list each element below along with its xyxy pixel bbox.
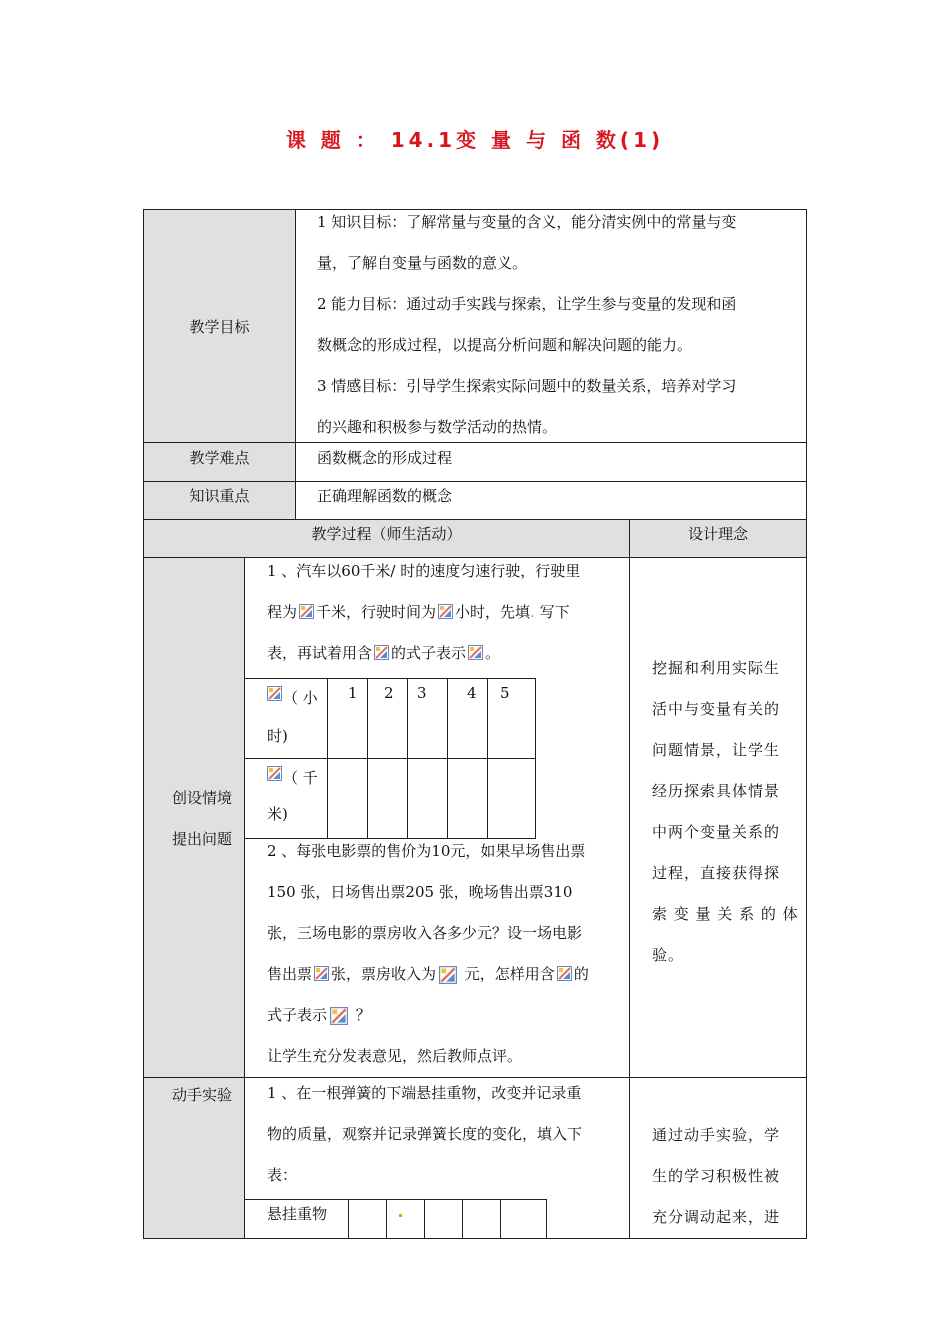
broken-image-icon	[299, 604, 314, 619]
table1-cell	[327, 678, 368, 759]
design-line: 活中与变量有关的	[652, 700, 781, 718]
table1-cell	[407, 758, 448, 839]
broken-image-icon	[438, 604, 453, 619]
difficulty-label: 教学难点	[189, 449, 250, 467]
goals-line: 1 知识目标：了解常量与变量的含义，能分清实例中的常量与变	[317, 213, 737, 231]
design-line: 过程，直接获得探	[652, 864, 781, 882]
goals-label: 教学目标	[189, 318, 250, 336]
table2-head	[244, 1199, 349, 1239]
problem2-line: 2 、每张电影票的售价为10元，如果早场售出票	[267, 842, 586, 860]
problem2-line: 150 张，日场售出票205 张，晚场售出票310	[267, 883, 573, 901]
section1-design	[652, 648, 804, 976]
problem2-text: 的	[573, 965, 589, 983]
section1-label-line: 创设情境	[171, 789, 232, 807]
broken-image-icon	[329, 1007, 349, 1022]
problem1-text: 程为	[267, 603, 298, 621]
goals-text	[317, 202, 802, 448]
table2-cell	[348, 1199, 387, 1239]
design-line: 经历探索具体情景	[652, 782, 781, 800]
problem1-text: 。	[485, 644, 501, 662]
section2-line: 物的质量，观察并记录弹簧长度的变化，填入下	[267, 1125, 583, 1143]
section2-label: 动手实验	[171, 1086, 232, 1104]
design-line: 问题情景，让学生	[652, 741, 781, 759]
problem1-text: 小时，先填	[455, 603, 531, 621]
problem1-text: 表，再试着用含	[267, 644, 373, 662]
table2-cell	[424, 1199, 463, 1239]
problem2-line: 张，三场电影的票房收入各多少元？设一场电影	[267, 924, 583, 942]
broken-image-icon	[267, 686, 282, 701]
section1-label-line: 提出问题	[171, 830, 232, 848]
table1-cell	[447, 678, 488, 759]
process-header-right: 设计理念	[687, 525, 748, 543]
keypoint-text: 正确理解函数的概念	[317, 487, 453, 505]
design-line: 中两个变量关系的	[652, 823, 781, 841]
goals-line: 量，了解自变量与函数的意义。	[317, 254, 528, 272]
broken-image-icon	[374, 645, 389, 660]
broken-image-icon	[267, 766, 282, 781]
problem2-line	[267, 954, 627, 995]
table1-cell	[327, 758, 368, 839]
problem2-text: 式子表示	[267, 1006, 328, 1024]
problem2-text: 张，票房收入为	[331, 965, 437, 983]
table1-row1-head	[244, 678, 328, 759]
problem1-line	[267, 633, 627, 674]
table1-value: 1	[348, 684, 358, 702]
design-line: 通过动手实验，学	[652, 1126, 781, 1144]
problem1-text: 的式子表示	[391, 644, 467, 662]
table1-value: 2	[384, 684, 394, 702]
table1-cell	[367, 678, 408, 759]
goals-line: 2 能力目标：通过动手实践与探索，让学生参与变量的发现和函	[317, 295, 737, 313]
problem2-text: ？	[351, 1006, 371, 1024]
table1-head-text: 时)	[267, 727, 288, 745]
problem2-text: 售出票	[267, 965, 313, 983]
keypoint-label: 知识重点	[189, 487, 250, 505]
page-title: 课 题 ： 14.1变 量 与 函 数(1)	[285, 128, 665, 152]
goals-line: 数概念的形成过程，以提高分析问题和解决问题的能力。	[317, 336, 693, 354]
table1-head-text: （ 千	[283, 769, 318, 787]
table1-cell	[487, 678, 536, 759]
problem2-text: 元，怎样用含	[460, 965, 555, 983]
problem1-text: 千米，行驶时间为	[316, 603, 437, 621]
design-line: 挖掘和利用实际生	[652, 659, 781, 677]
section2-line: 1 、在一根弹簧的下端悬挂重物，改变并记录重	[267, 1084, 582, 1102]
table1-cell	[407, 678, 448, 759]
goals-line: 的兴趣和积极参与数学活动的热情。	[317, 418, 558, 436]
section1-problem2	[267, 831, 627, 1077]
broken-image-icon	[314, 966, 329, 981]
table1-row2-head	[244, 758, 328, 839]
problem2-line	[267, 995, 627, 1036]
table1-head-text: （ 小	[283, 689, 318, 707]
table1-cell	[447, 758, 488, 839]
table2-cell	[462, 1199, 501, 1239]
problem1-line: 1 、汽车以60千米/ 时的速度匀速行驶，行驶里	[267, 562, 581, 580]
design-line: 充分调动起来，进	[652, 1208, 781, 1226]
section2-design	[652, 1115, 804, 1238]
broken-image-icon	[468, 645, 483, 660]
table1-value: 5	[500, 684, 510, 702]
design-line: 生的学习积极性被	[652, 1167, 781, 1185]
table2-head-text: 悬挂重物	[267, 1205, 328, 1223]
table1-value: 3	[417, 684, 427, 702]
process-header-left: 教学过程（师生活动）	[311, 525, 462, 543]
problem1-line: 程为 千米，行驶时间为 小时，先填. 写下	[267, 603, 570, 621]
table1-cell	[487, 758, 536, 839]
broken-image-icon	[438, 966, 458, 981]
section2-line: 表：	[267, 1166, 298, 1184]
section1-problem1	[267, 551, 627, 674]
goals-line: 3 情感目标：引导学生探索实际问题中的数量关系，培养对学习	[317, 377, 737, 395]
table2-cell	[500, 1199, 547, 1239]
table2-cell	[386, 1199, 425, 1239]
section2-text	[267, 1073, 627, 1196]
table1-head-text: 米)	[267, 805, 288, 823]
problem2-line: 让学生充分发表意见，然后教师点评。	[267, 1047, 523, 1065]
design-line: 验。	[652, 946, 685, 964]
problem1-text: 写下	[539, 603, 570, 621]
broken-image-icon	[557, 966, 572, 981]
table1-cell	[367, 758, 408, 839]
design-line: 索 变 量 关 系 的 体	[652, 905, 799, 923]
difficulty-text: 函数概念的形成过程	[317, 449, 453, 467]
table1-value: 4	[467, 684, 477, 702]
